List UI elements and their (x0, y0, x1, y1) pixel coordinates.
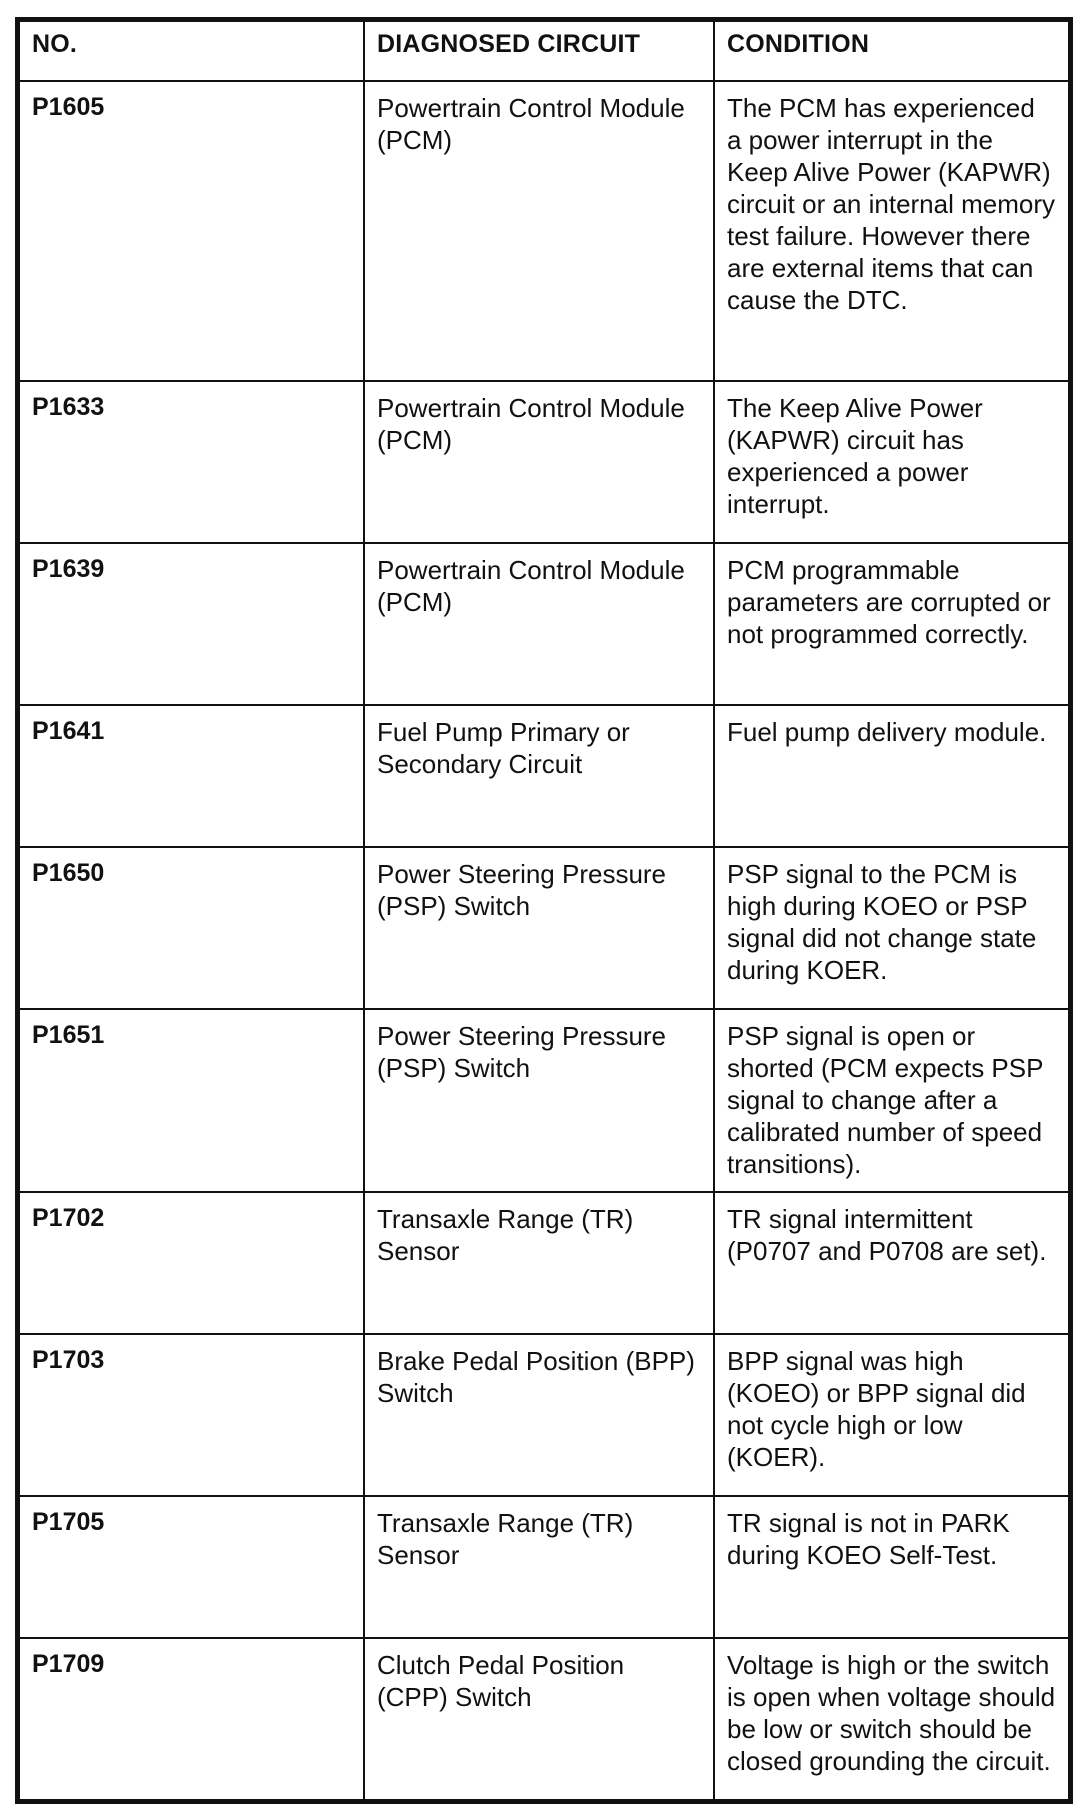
table-row (19, 1009, 1069, 1192)
diagnosed-circuit: Fuel Pump Primary or Secondary Circuit (364, 705, 714, 847)
table-row (19, 1334, 1069, 1496)
header-row (19, 21, 1069, 81)
dtc-code: P1709 (19, 1638, 364, 1800)
header-no: NO. (19, 21, 364, 81)
condition-text: The Keep Alive Power (KAPWR) circuit has experienced a power interrupt. (714, 381, 1069, 543)
diagnosed-circuit: Brake Pedal Position (BPP) Switch (364, 1334, 714, 1496)
table-row (19, 1192, 1069, 1334)
dtc-table-frame (15, 17, 1073, 1804)
dtc-code: P1650 (19, 847, 364, 1009)
table-row (19, 81, 1069, 381)
condition-text: The PCM has experienced a power interrupt in the Keep Alive Power (KAPWR) circuit or an internal memory test failure. However there are external items that can cause the DTC. (714, 81, 1069, 381)
condition-text: PSP signal to the PCM is high during KOEO or PSP signal did not change state during KOER. (714, 847, 1069, 1009)
dtc-code: P1705 (19, 1496, 364, 1638)
header-diagnosed-circuit: DIAGNOSED CIRCUIT (364, 21, 714, 81)
condition-text: TR signal is not in PARK during KOEO Self-Test. (714, 1496, 1069, 1638)
dtc-code: P1641 (19, 705, 364, 847)
condition-text: Fuel pump delivery module. (714, 705, 1069, 847)
table-row (19, 543, 1069, 705)
dtc-code: P1651 (19, 1009, 364, 1192)
condition-text: BPP signal was high (KOEO) or BPP signal did not cycle high or low (KOER). (714, 1334, 1069, 1496)
diagnosed-circuit: Powertrain Control Module (PCM) (364, 81, 714, 381)
dtc-code: P1633 (19, 381, 364, 543)
condition-text: PCM programmable parameters are corrupted or not programmed correctly. (714, 543, 1069, 705)
table-row (19, 1638, 1069, 1800)
table-row (19, 381, 1069, 543)
diagnosed-circuit: Power Steering Pressure (PSP) Switch (364, 847, 714, 1009)
dtc-code: P1703 (19, 1334, 364, 1496)
dtc-table (18, 20, 1070, 1801)
dtc-code: P1639 (19, 543, 364, 705)
diagnosed-circuit: Powertrain Control Module (PCM) (364, 381, 714, 543)
table-row (19, 1496, 1069, 1638)
table-row (19, 847, 1069, 1009)
header-condition: CONDITION (714, 21, 1069, 81)
condition-text: Voltage is high or the switch is open when voltage should be low or switch should be closed grounding the circuit. (714, 1638, 1069, 1800)
condition-text: PSP signal is open or shorted (PCM expects PSP signal to change after a calibrated number of speed transitions). (714, 1009, 1069, 1192)
diagnosed-circuit: Power Steering Pressure (PSP) Switch (364, 1009, 714, 1192)
diagnosed-circuit: Powertrain Control Module (PCM) (364, 543, 714, 705)
diagnosed-circuit: Clutch Pedal Position (CPP) Switch (364, 1638, 714, 1800)
table-row (19, 705, 1069, 847)
condition-text: TR signal intermittent (P0707 and P0708 are set). (714, 1192, 1069, 1334)
diagnosed-circuit: Transaxle Range (TR) Sensor (364, 1192, 714, 1334)
dtc-code: P1605 (19, 81, 364, 381)
dtc-code: P1702 (19, 1192, 364, 1334)
diagnosed-circuit: Transaxle Range (TR) Sensor (364, 1496, 714, 1638)
